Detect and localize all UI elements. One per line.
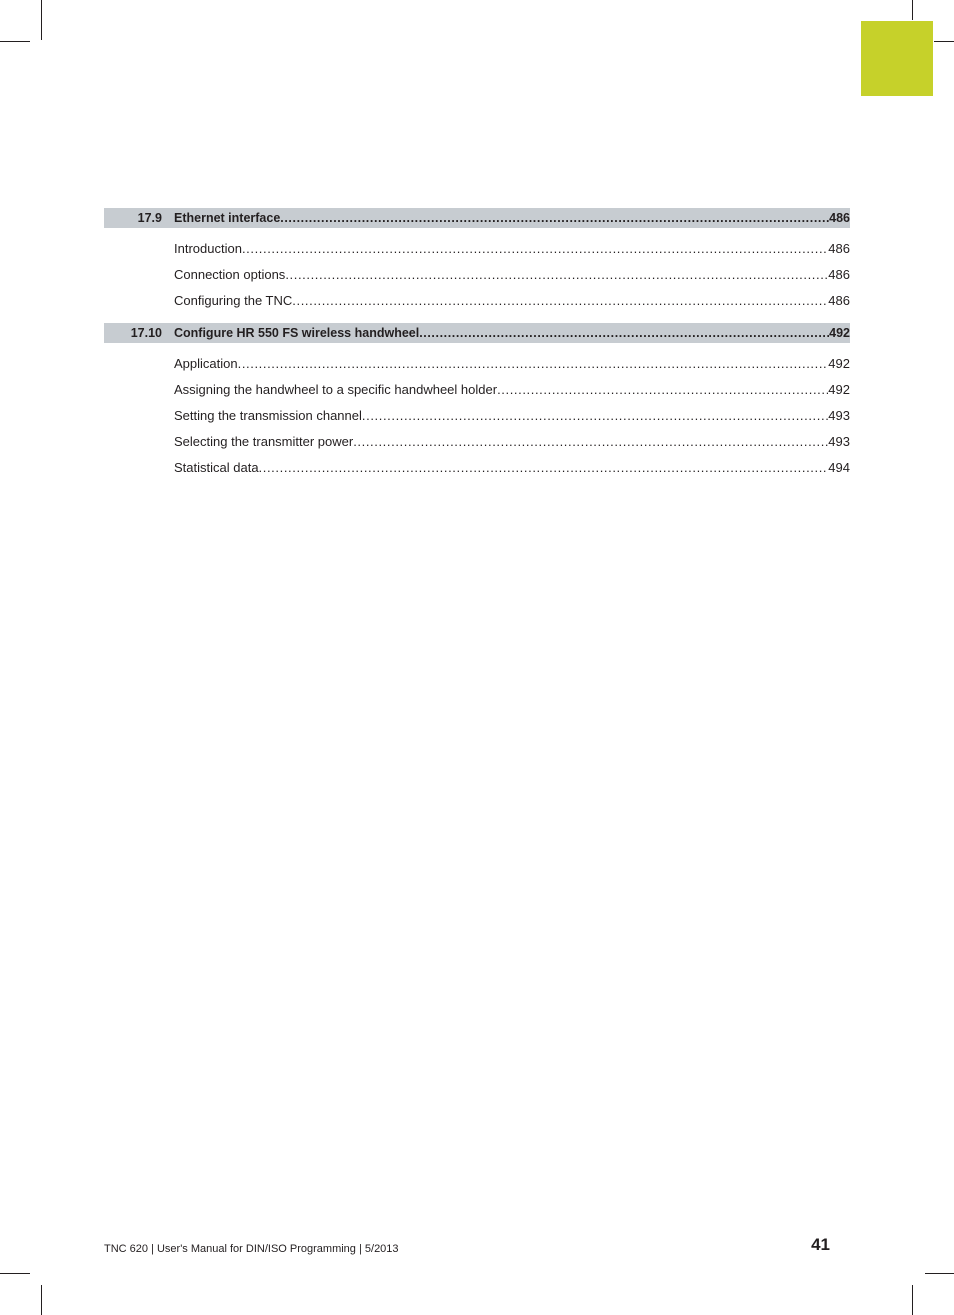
section-page: 486 [829,211,850,225]
entry-page: 492 [828,356,850,371]
section-title: Ethernet interface [174,211,281,225]
crop-mark [925,1273,954,1274]
entry-title: Statistical data [174,460,259,475]
toc-section-heading[interactable] [104,208,850,228]
crop-mark [0,1273,30,1274]
entry-title: Connection options [174,267,286,282]
leader-dots [280,208,829,228]
entry-page: 493 [828,408,850,423]
entry-title: Setting the transmission channel [174,408,362,423]
entry-page: 486 [828,241,850,256]
toc-entry[interactable] [104,403,850,429]
entry-title: Configuring the TNC [174,293,293,308]
toc-section-heading[interactable] [104,323,850,343]
leader-dots [362,403,828,429]
leader-dots [419,323,829,343]
entry-title: Introduction [174,241,242,256]
section-number: 17.9 [137,211,162,225]
entry-page: 486 [828,293,850,308]
toc-entry[interactable] [104,455,850,481]
entry-page: 494 [828,460,850,475]
leader-dots [242,236,828,262]
toc-entry[interactable] [104,236,850,262]
leader-dots [353,429,828,455]
crop-mark [41,1285,42,1315]
entry-title: Application [174,356,238,371]
crop-mark [41,0,42,40]
toc-entry[interactable] [104,377,850,403]
leader-dots [497,377,828,403]
section-page: 492 [829,326,850,340]
footer-text: TNC 620 | User's Manual for DIN/ISO Programming | 5/2013 [104,1243,399,1255]
leader-dots [238,351,829,377]
entry-page: 492 [828,382,850,397]
entry-page: 493 [828,434,850,449]
toc-entry[interactable] [104,351,850,377]
chapter-tab-marker [861,21,933,96]
entry-page: 486 [828,267,850,282]
toc-entry[interactable] [104,429,850,455]
page-number: 41 [811,1235,830,1254]
crop-mark [912,0,913,20]
toc-entry[interactable] [104,288,850,314]
section-title: Configure HR 550 FS wireless handwheel [174,326,420,340]
crop-mark [934,41,954,42]
crop-mark [0,41,30,42]
table-of-contents [104,208,850,481]
entry-title: Assigning the handwheel to a specific handwheel holder [174,382,498,397]
toc-entry[interactable] [104,262,850,288]
crop-mark [912,1285,913,1315]
leader-dots [285,262,828,288]
leader-dots [292,288,828,314]
leader-dots [259,455,829,481]
section-number: 17.10 [130,326,162,340]
entry-title: Selecting the transmitter power [174,434,354,449]
